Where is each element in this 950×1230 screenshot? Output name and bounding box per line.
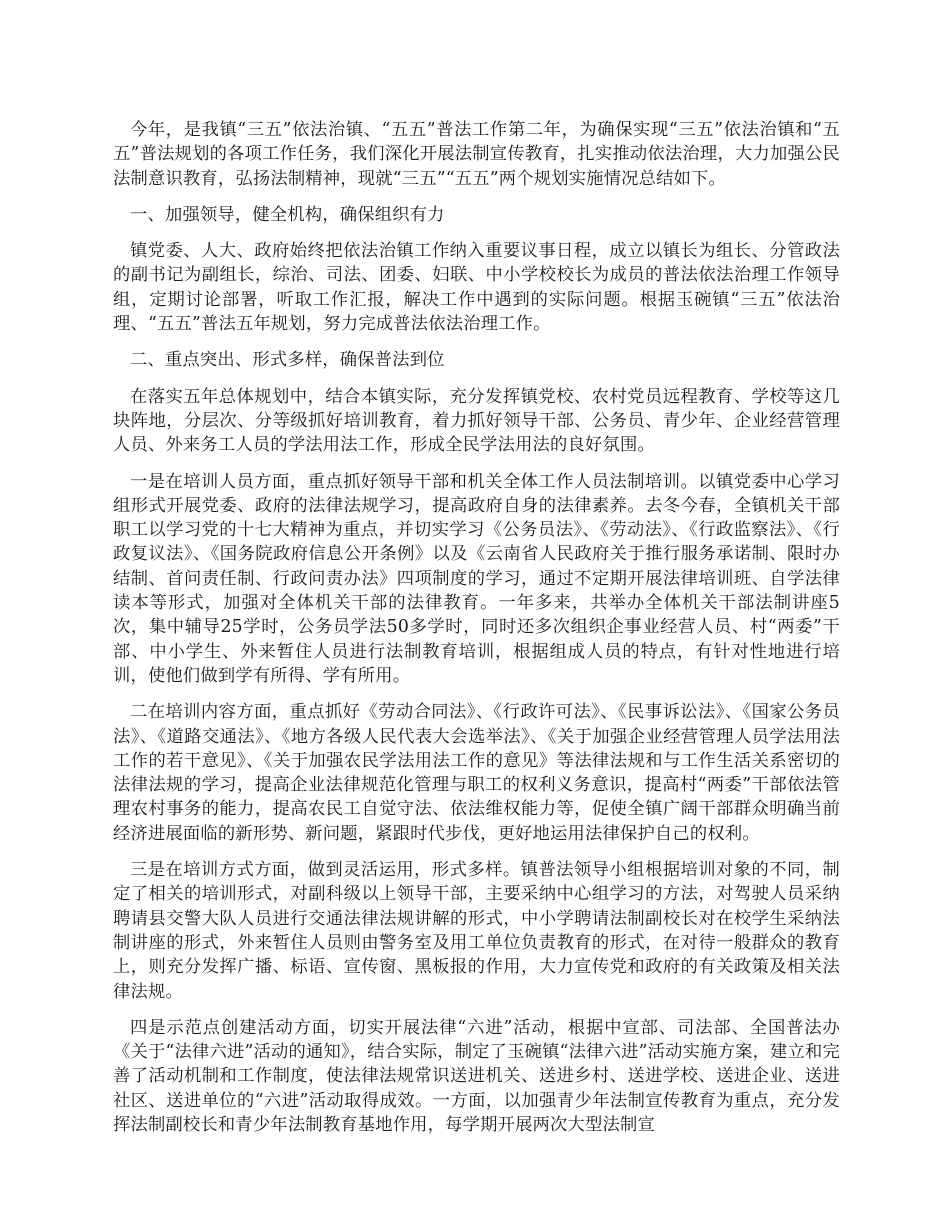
section-heading-2: 二、重点突出、形式多样，确保普法到位: [130, 350, 445, 371]
demonstration-paragraph: 四是示范点创建活动方面，切实开展法律“六进”活动，根据中宣部、司法部、全国普法办《关于“法律六进”活动的通知》，结合实际，制定了玉碗镇“法律六进”活动实施方案，建立和完善了活动机制和工作制度，使法律法规常识送进机关、送进乡村、送进学校、送进企业、送进社区、送进单位的“六进”活动取得成效。一方面，以加强青少年法制宣传教育为重点，充分发挥法制副校长和青少年法制教育基地作用，每学期开展两次大型法制宣: [113, 1017, 840, 1135]
intro-paragraph: 今年，是我镇“三五”依法治镇、“五五”普法工作第二年，为确保实现“三五”依法治镇和“五五”普法规划的各项工作任务，我们深化开展法制宣传教育，扎实推动依法治理，大力加强公民法制意识教育，弘扬法制精神，现就“三五”“五五”两个规划实施情况总结如下。: [113, 120, 840, 189]
training-method-paragraph: 三是在培训方式方面，做到灵活运用，形式多样。镇普法领导小组根据培训对象的不同，制定了相关的培训形式，对副科级以上领导干部，主要采纳中心组学习的方法，对驾驶人员采纳聘请县交警大队人员进行交通法律法规讲解的形式，中小学聘请法制副校长对在校学生采纳法制讲座的形式，外来暂住人员则由警务室及用工单位负责教育的形式，在对待一般群众的教育上，则充分发挥广播、标语、宣传窗、黑板报的作用，大力宣传党和政府的有关政策及相关法律法规。: [113, 860, 840, 1002]
section-heading-1: 一、加强领导，健全机构，确保组织有力: [130, 204, 445, 225]
document-page: [113, 118, 840, 1149]
training-content-paragraph: 二在培训内容方面，重点抓好《劳动合同法》、《行政许可法》、《民事诉讼法》、《国家公务员法》、《道路交通法》、《地方各级人民代表大会选举法》、《关于加强企业经营管理人员学法用法工作的若干意见》、《关于加强农民学法用法工作的意见》等法律法规和与工作生活关系密切的法律法规的学习，提高企业法律规范化管理与职工的权利义务意识，提高村“两委”干部依法管理农村事务的能力，提高农民工自觉守法、依法维权能力等，促使全镇广阔干部群众明确当前经济进展面临的新形势、新问题，紧跟时代步伐，更好地运用法律保护自己的权利。: [113, 702, 840, 844]
training-personnel-paragraph: 一是在培训人员方面，重点抓好领导干部和机关全体工作人员法制培训。以镇党委中心学习组形式开展党委、政府的法律法规学习，提高政府自身的法律素养。去冬今春，全镇机关干部职工以学习党的十七大精神为重点，并切实学习《公务员法》、《劳动法》、《行政监察法》、《行政复议法》、《国务院政府信息公开条例》以及《云南省人民政府关于推行服务承诺制、限时办结制、首问责任制、行政问责办法》四项制度的学习，通过不定期开展法律培训班、自学法律读本等形式，加强对全体机关干部的法律教育。一年多来，共举办全体机关干部法制讲座5次，集中辅导25学时，公务员学法50多学时，同时还多次组织企事业经营人员、村“两委”干部、中小学生、外来暂住人员进行法制教育培训，根据组成人员的特点，有针对性地进行培训，使他们做到学有所得、学有所用。: [113, 471, 840, 686]
section-1-paragraph: 镇党委、人大、政府始终把依法治镇工作纳入重要议事日程，成立以镇长为组长、分管政法的副书记为副组长，综治、司法、团委、妇联、中小学校校长为成员的普法依法治理工作领导组，定期讨论部署，听取工作汇报，解决工作中遇到的实际问题。根据玉碗镇“三五”依法治理、“五五”普法五年规划，努力完成普法依法治理工作。: [113, 241, 840, 335]
section-2-overview-paragraph: 在落实五年总体规划中，结合本镇实际，充分发挥镇党校、农村党员远程教育、学校等这几块阵地，分层次、分等级抓好培训教育，着力抓好领导干部、公务员、青少年、企业经营管理人员、外来务工人员的学法用法工作，形成全民学法用法的良好氛围。: [113, 386, 840, 456]
